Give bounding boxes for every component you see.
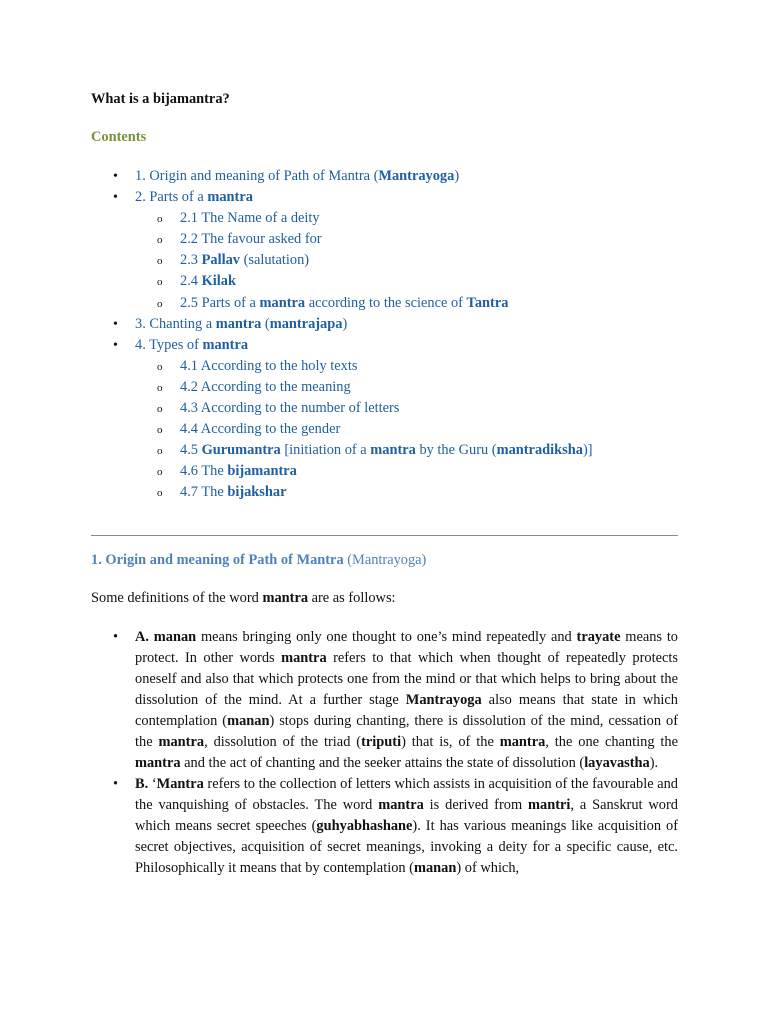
hollow-bullet-icon: o <box>157 255 163 268</box>
toc-item-4-7 <box>0 482 768 503</box>
toc-item-4-4 <box>0 419 768 440</box>
hollow-bullet-icon: o <box>157 360 163 373</box>
toc-link-4-2[interactable]: 4.2 According to the meaning <box>180 378 351 395</box>
bold-term: triputi <box>361 734 402 750</box>
text-run: ) of which, <box>456 860 520 876</box>
hollow-bullet-icon: o <box>157 403 163 416</box>
toc-item-2-4 <box>0 271 768 292</box>
hollow-bullet-icon: o <box>157 445 163 458</box>
intro-paragraph: Some definitions of the word mantra are as follows: <box>91 590 396 606</box>
toc-link-4-6[interactable]: 4.6 The bijamantra <box>180 463 297 480</box>
toc-link-4-7[interactable]: 4.7 The bijakshar <box>180 484 287 501</box>
hollow-bullet-icon: o <box>157 466 163 479</box>
toc-item-4-6 <box>0 461 768 482</box>
toc-link-2-1[interactable]: 2.1 The Name of a deity <box>180 210 320 227</box>
toc-item-4-5 <box>0 440 768 461</box>
toc-link-4-5[interactable]: 4.5 Gurumantra [initiation of a mantra by the Guru (mantradiksha)] <box>180 442 593 459</box>
toc-link-4-4[interactable]: 4.4 According to the gender <box>180 421 341 438</box>
definition-item <box>91 627 678 774</box>
toc-link-4-1[interactable]: 4.1 According to the holy texts <box>180 357 358 374</box>
text-run: ) that is, of the <box>401 734 500 750</box>
text-run: , the one chanting the <box>545 734 679 750</box>
bold-term: Mantra <box>156 776 204 792</box>
toc-item-3 <box>0 314 768 335</box>
hollow-bullet-icon: o <box>157 213 163 226</box>
text-run: is derived from <box>423 797 529 813</box>
hollow-bullet-icon: o <box>157 424 163 437</box>
bold-term: mantra <box>378 797 424 813</box>
text-run: ‘ <box>148 776 157 792</box>
toc-item-1 <box>0 166 768 187</box>
toc-link-4-3[interactable]: 4.3 According to the number of letters <box>180 400 400 417</box>
toc-link-3[interactable]: 3. Chanting a mantra (mantrajapa) <box>135 315 348 332</box>
text-run: and the act of chanting and the seeker attains the state of dissolution ( <box>180 755 585 771</box>
toc-item-4 <box>0 335 768 356</box>
toc-item-2-5 <box>0 293 768 314</box>
toc-item-4-3 <box>0 398 768 419</box>
toc-item-4-1 <box>0 356 768 377</box>
hollow-bullet-icon: o <box>157 297 163 310</box>
hollow-bullet-icon: o <box>157 487 163 500</box>
bullet-icon: • <box>113 190 118 206</box>
toc-link-2-3[interactable]: 2.3 Pallav (salutation) <box>180 252 310 269</box>
bold-term: layavastha <box>584 755 650 771</box>
bold-term: mantri <box>528 797 571 813</box>
bold-term: A. <box>135 629 149 645</box>
bullet-icon: • <box>113 337 118 353</box>
text-run: , dissolution of the triad ( <box>204 734 362 750</box>
text-run: ). <box>649 755 659 771</box>
bullet-icon: • <box>113 169 118 184</box>
text-run: means to protect. In other words <box>135 629 679 666</box>
bold-term: guhyabhashane <box>316 818 413 834</box>
bold-term: manan <box>153 629 197 645</box>
bullet-icon: • <box>113 316 118 332</box>
table-of-contents <box>0 166 768 504</box>
bold-term: manan <box>413 860 457 876</box>
toc-link-2-2[interactable]: 2.2 The favour asked for <box>180 231 322 248</box>
definition-item <box>91 774 678 879</box>
hollow-bullet-icon: o <box>157 276 163 289</box>
toc-item-2-3 <box>0 250 768 271</box>
text-run: , a Sanskrut word which means secret speeches ( <box>135 797 678 834</box>
section-heading: 1. Origin and meaning of Path of Mantra (Mantrayoga) <box>91 552 427 568</box>
hollow-bullet-icon: o <box>157 381 163 394</box>
text-run: means bringing only one thought to one’s mind repeatedly and <box>196 629 577 645</box>
bold-term: mantra <box>158 734 205 750</box>
text-run: refers to that which when thought of repeatedly protects oneself and also that which protects one from the mind or that which helps to bring about the dissolution of the mind. At a further stage <box>135 650 678 708</box>
bold-term: B. <box>135 776 149 792</box>
contents-heading: Contents <box>91 129 147 145</box>
text-run: refers to the collection of letters which assists in acquisition of the favourable and the vanquishing of obstacles. The word <box>135 776 679 813</box>
definition-text-a <box>135 629 678 771</box>
page-title: What is a bijamantra? <box>91 91 230 107</box>
text-run: also means that state in which contemplation ( <box>135 692 679 729</box>
bold-term: mantra <box>499 734 546 750</box>
bold-term: manan <box>227 713 270 729</box>
toc-item-2-1 <box>0 208 768 229</box>
horizontal-divider <box>91 535 678 536</box>
bold-term: mantra <box>135 755 181 771</box>
toc-link-2-4[interactable]: 2.4 Kilak <box>180 273 236 290</box>
bold-term: mantra <box>281 650 327 666</box>
toc-item-2-2 <box>0 229 768 250</box>
definition-text-b <box>135 776 678 876</box>
toc-link-2-5[interactable]: 2.5 Parts of a mantra according to the science of Tantra <box>180 294 509 311</box>
toc-link-4[interactable]: 4. Types of mantra <box>135 336 249 353</box>
bullet-icon: • <box>113 776 119 792</box>
toc-link-2[interactable]: 2. Parts of a mantra <box>135 189 253 206</box>
toc-item-2 <box>0 187 768 208</box>
toc-link-1[interactable]: 1. Origin and meaning of Path of Mantra (Mantrayoga) <box>135 168 460 184</box>
hollow-bullet-icon: o <box>157 234 163 247</box>
bold-term: trayate <box>576 629 621 645</box>
bold-term: Mantrayoga <box>405 692 482 708</box>
text-run: ). It has various meanings like acquisition of secret objectives, acquisition of secret meanings, invoking a deity for a specific cause, etc. Philosophically it means that by contemplation ( <box>135 818 679 876</box>
toc-item-4-2 <box>0 377 768 398</box>
text-run: ) stops during chanting, there is dissolution of the mind, cessation of the <box>135 713 678 750</box>
bullet-icon: • <box>113 629 119 645</box>
definition-list <box>91 627 678 879</box>
